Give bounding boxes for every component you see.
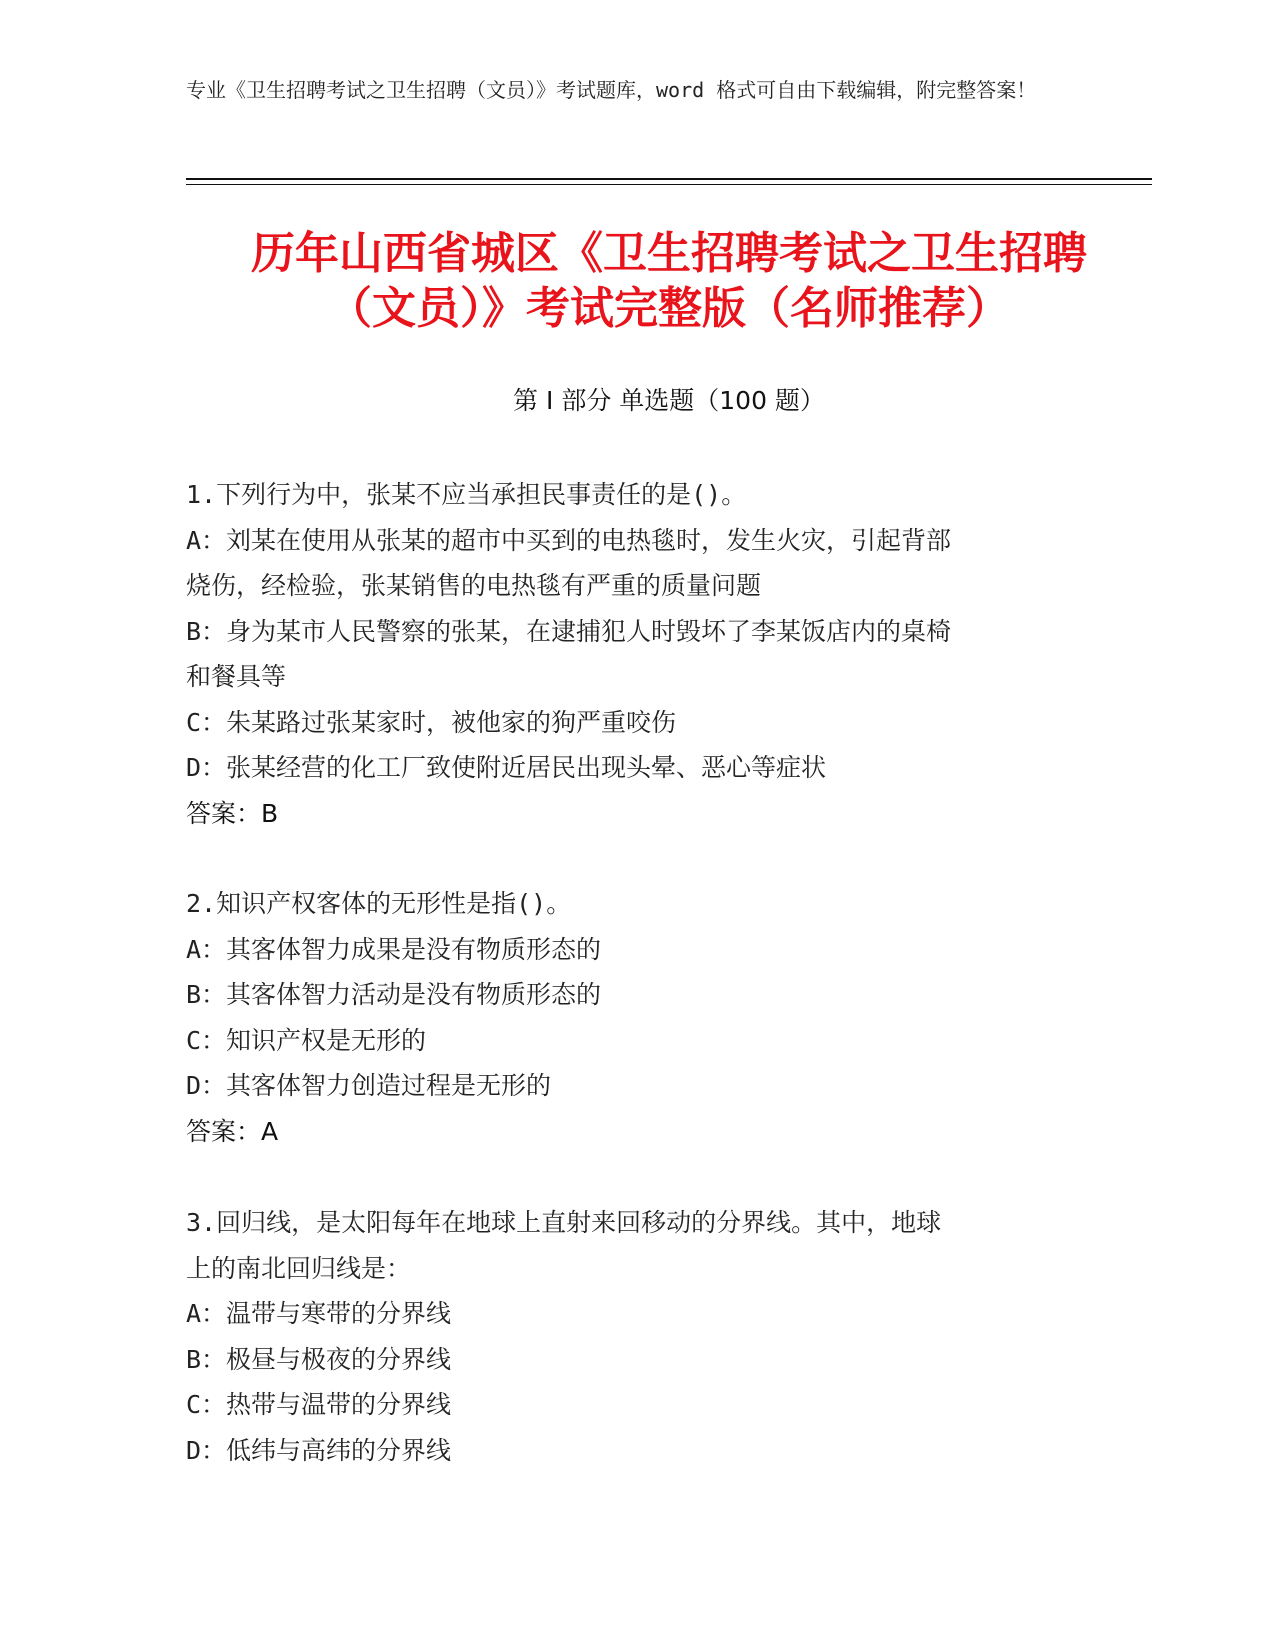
question-stem: 1.下列行为中，张某不应当承担民事责任的是()。 (186, 480, 747, 509)
option-d: D：其客体智力创造过程是无形的 (186, 1071, 552, 1100)
header-note: 专业《卫生招聘考试之卫生招聘（文员）》考试题库，word 格式可自由下载编辑，附完整答案！ (186, 78, 1037, 102)
option-d: D：低纬与高纬的分界线 (186, 1435, 452, 1465)
option-b: B：极昼与极夜的分界线 (186, 1344, 452, 1374)
question-stem: 2.知识产权客体的无形性是指()。 (186, 889, 572, 918)
option-a: A：刘某在使用从张某的超市中买到的电热毯时，发生火灾，引起背部 (186, 525, 952, 555)
title-line-1: 历年山西省城区《卫生招聘考试之卫生招聘 (251, 228, 1087, 279)
answer-label: 答案：B (186, 798, 279, 828)
question-stem: 3.回归线，是太阳每年在地球上直射来回移动的分界线。其中，地球 (186, 1208, 942, 1237)
section-heading: 第 I 部分 单选题（100 题） (513, 386, 825, 415)
question-2 (186, 881, 1066, 1154)
option-c: C：朱某路过张某家时，被他家的狗严重咬伤 (186, 707, 677, 737)
option-a-cont: 烧伤，经检验，张某销售的电热毯有严重的质量问题 (186, 571, 762, 600)
document-title (186, 226, 1152, 336)
header-rule-thin (186, 184, 1152, 185)
option-b: B：身为某市人民警察的张某，在逮捕犯人时毁坏了李某饭店内的桌椅 (186, 616, 952, 646)
option-b-cont: 和餐具等 (186, 662, 287, 691)
question-3 (186, 1200, 1066, 1473)
option-c: C：知识产权是无形的 (186, 1025, 427, 1055)
option-b: B：其客体智力活动是没有物质形态的 (186, 980, 602, 1009)
option-c: C：热带与温带的分界线 (186, 1390, 452, 1419)
option-a: A：温带与寒带的分界线 (186, 1299, 452, 1328)
answer-label: 答案：A (186, 1116, 279, 1146)
question-1 (186, 472, 1066, 836)
title-line-2: （文员）》考试完整版（名师推荐） (328, 283, 1010, 334)
option-d: D：张某经营的化工厂致使附近居民出现头晕、恶心等症状 (186, 753, 827, 782)
question-stem-cont: 上的南北回归线是： (186, 1253, 412, 1283)
option-a: A：其客体智力成果是没有物质形态的 (186, 934, 602, 964)
header-rule-thick (186, 178, 1152, 180)
